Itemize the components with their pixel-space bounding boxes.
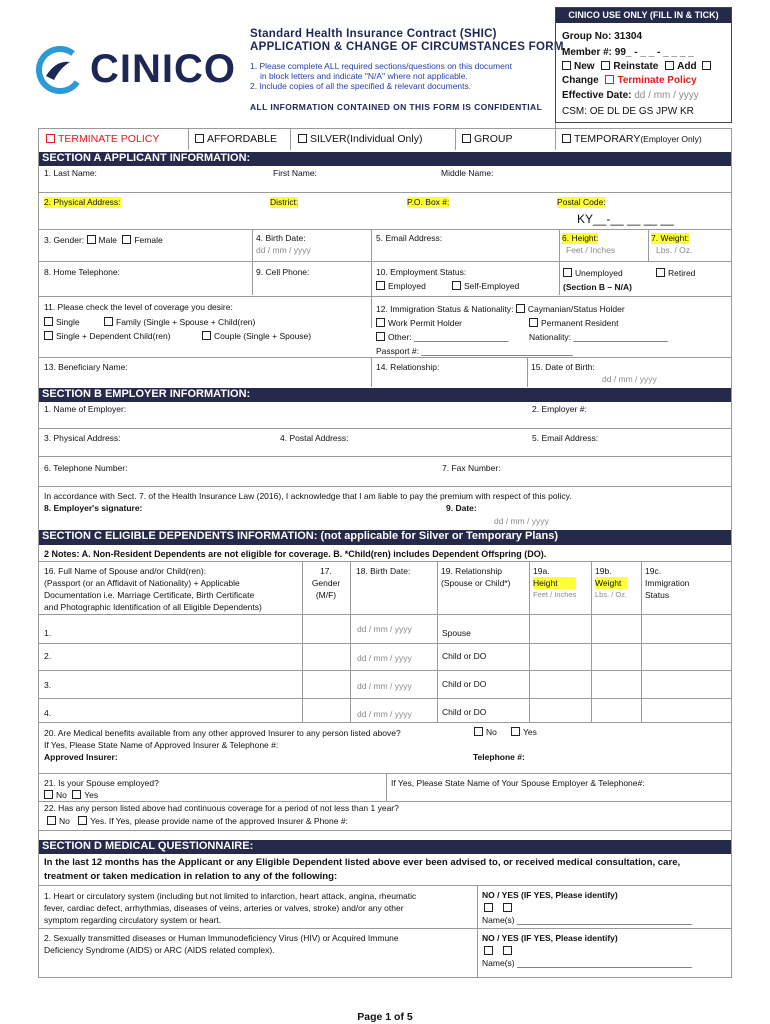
gender-field: 3. Gender: Male Female <box>44 235 163 245</box>
terminate-policy-option[interactable]: TERMINATE POLICY <box>46 133 159 146</box>
single-dependent-option[interactable]: Single + Dependent Child(ren) <box>44 331 171 342</box>
q2-checkboxes <box>484 946 515 957</box>
effective-date[interactable]: Effective Date: dd / mm / yyyy <box>562 90 699 101</box>
employer-declaration: In accordance with Sect. 7. of the Health Insurance Law (2016), I acknowledge that I am liable to pay the premium with respect of this policy. <box>44 491 572 501</box>
last-name-field[interactable]: 1. Last Name: <box>44 168 97 178</box>
employer-email-field[interactable]: 5. Email Address: <box>532 433 599 443</box>
employer-date-label: 9. Date: <box>446 503 477 513</box>
unemployed-option[interactable]: Unemployed <box>563 268 623 279</box>
page-number: Page 1 of 5 <box>357 1011 413 1023</box>
medical-question-2: 2. Sexually transmitted diseases or Human Immunodeficiency Virus (HIV) or Acquired Immune Deficiency Syndrome (AIDS) or ARC (AIDS related complex). <box>44 933 399 955</box>
postal-code-field[interactable]: Postal Code: <box>557 197 606 207</box>
section-b-header: SECTION B EMPLOYER INFORMATION: <box>38 388 732 402</box>
cinico-logo-icon <box>36 46 84 94</box>
birth-date-label: 4. Birth Date: <box>256 233 306 243</box>
q2-yes-checkbox[interactable] <box>503 946 512 955</box>
dependent-row-4-relationship: Child or DO <box>442 707 487 717</box>
reinstate-checkbox[interactable] <box>601 61 610 70</box>
cinico-use-only-title: CINICO USE ONLY (FILL IN & TICK) <box>556 8 731 23</box>
section-c-header: SECTION C ELIGIBLE DEPENDENTS INFORMATION: (not applicable for Silver or Temporary Plans) <box>38 530 732 545</box>
beneficiary-dob-input[interactable]: dd / mm / yyyy <box>602 374 657 384</box>
q1-yes-checkbox[interactable] <box>503 903 512 912</box>
instruction-2: 2. Include copies of all the specified & relevant documents. <box>250 81 472 91</box>
q21-text: 21. Is your Spouse employed? <box>44 778 159 788</box>
q21-yes-checkbox[interactable] <box>72 790 81 799</box>
male-checkbox[interactable] <box>87 235 96 244</box>
coverage-question: 11. Please check the level of coverage you desire: <box>44 302 233 312</box>
employed-option[interactable]: Employed <box>376 281 426 292</box>
q20-followup: If Yes, Please State Name of Approved Insurer & Telephone #: <box>44 740 279 750</box>
dependent-row-2-date[interactable]: dd / mm / yyyy <box>357 653 412 663</box>
q20-yes-option[interactable]: Yes <box>511 727 537 738</box>
relationship-field[interactable]: 14. Relationship: <box>376 362 440 372</box>
cinico-logo-text: CINICO <box>90 47 236 91</box>
q1-no-checkbox[interactable] <box>484 903 493 912</box>
employment-status-label: 10. Employment Status: <box>376 267 467 277</box>
q1-noyes-label: NO / YES (IF YES, Please identify) <box>482 890 618 900</box>
weight-header: 19b. Weight Lbs. / Oz. <box>595 566 628 599</box>
dependent-row-1-date[interactable]: dd / mm / yyyy <box>357 624 412 634</box>
change-row: Change Terminate Policy <box>562 75 697 86</box>
single-option[interactable]: Single <box>44 317 80 328</box>
terminate-policy-checkbox[interactable] <box>605 75 614 84</box>
confidential-notice: ALL INFORMATION CONTAINED ON THIS FORM IS CONFIDENTIAL <box>250 102 543 112</box>
q21-no-checkbox[interactable] <box>44 790 53 799</box>
q20-text: 20. Are Medical benefits available from any other approved Insurer to any person listed above? <box>44 728 401 738</box>
dependent-row-2-number[interactable]: 2. <box>44 651 52 661</box>
permanent-resident-option[interactable]: Permanent Resident <box>529 318 619 329</box>
change-checkbox[interactable] <box>702 61 711 70</box>
work-permit-option[interactable]: Work Permit Holder <box>376 318 462 329</box>
form-subtitle: APPLICATION & CHANGE OF CIRCUMSTANCES FORM <box>250 41 564 53</box>
affordable-option[interactable]: AFFORDABLE <box>195 133 277 146</box>
employer-fax-field[interactable]: 7. Fax Number: <box>442 463 501 473</box>
section-a-header: SECTION A APPLICANT INFORMATION: <box>38 152 732 166</box>
csm-codes: CSM: OE DL DE GS JPW KR <box>562 106 694 117</box>
temporary-option[interactable]: TEMPORARY(Employer Only) <box>562 133 702 146</box>
weight-input[interactable]: Lbs. / Oz. <box>656 245 693 255</box>
female-checkbox[interactable] <box>122 235 131 244</box>
physical-address-field[interactable]: 2. Physical Address: <box>44 197 121 207</box>
postal-code-template: KY__-__ __ __ __ <box>577 212 674 226</box>
q1-names-field[interactable]: Name(s) _____________________________________ <box>482 915 692 925</box>
passport-field[interactable]: Passport #: ________________________________ <box>376 346 573 356</box>
district-field[interactable]: District: <box>270 197 299 207</box>
self-employed-option[interactable]: Self-Employed <box>452 281 519 292</box>
employer-postal-field[interactable]: 4. Postal Address: <box>280 433 349 443</box>
dependents-name-header: 16. Full Name of Spouse and/or Child(ren): (Passport (or an Affidavit of Nationality) + Applicable Documentation i.e. Marriage Certificate, Birth Certificate and Photographic Identification of all Eligible Dependents) <box>44 566 262 612</box>
q22-options: No Yes. If Yes, please provide name of the approved Insurer & Phone #: <box>47 816 348 827</box>
other-status-option[interactable]: Other: ____________________ <box>376 332 509 343</box>
q1-checkboxes <box>484 903 515 914</box>
q2-names-field[interactable]: Name(s) _____________________________________ <box>482 958 692 968</box>
weight-label: 7. Weight: <box>651 233 690 243</box>
dependent-row-3-relationship: Child or DO <box>442 679 487 689</box>
beneficiary-dob-label: 15. Date of Birth: <box>531 362 595 372</box>
employer-name-field[interactable]: 1. Name of Employer: <box>44 404 127 414</box>
silver-option[interactable]: SILVER(Individual Only) <box>298 133 422 146</box>
height-header: 19a. Height Feet / Inches <box>533 566 577 599</box>
home-telephone-field[interactable]: 8. Home Telephone: <box>44 267 120 277</box>
status-checkboxes: New Reinstate Add <box>562 60 714 73</box>
nationality-field[interactable]: Nationality: ____________________ <box>529 332 668 342</box>
q20-no-option[interactable]: No <box>474 727 497 738</box>
section-c-notes: 2 Notes: A. Non-Resident Dependents are not eligible for coverage. B. *Child(ren) includes Dependent Offspring (DO). <box>44 549 547 559</box>
retired-option[interactable]: Retired <box>656 268 695 279</box>
family-option[interactable]: Family (Single + Spouse + Child(ren) <box>104 317 255 328</box>
dependent-row-3-date[interactable]: dd / mm / yyyy <box>357 681 412 691</box>
caymanian-checkbox[interactable] <box>516 304 525 313</box>
gender-header: 17. Gender (M/F) <box>311 566 341 600</box>
employer-address-field[interactable]: 3. Physical Address: <box>44 433 121 443</box>
employer-date-input[interactable]: dd / mm / yyyy <box>494 516 549 526</box>
immigration-header: 19c. Immigration Status <box>645 566 690 600</box>
section-d-header: SECTION D MEDICAL QUESTIONNAIRE: <box>38 840 732 854</box>
form-title: Standard Health Insurance Contract (SHIC) <box>250 28 497 40</box>
couple-option[interactable]: Couple (Single + Spouse) <box>202 331 311 342</box>
group-option[interactable]: GROUP <box>462 133 513 146</box>
q21-followup[interactable]: If Yes, Please State Name of Your Spouse Employer & Telephone#: <box>391 778 645 788</box>
q22-text: 22. Has any person listed above had continuous coverage for a period of not less than 1 year? <box>44 803 399 813</box>
section-b-na-note: (Section B – N/A) <box>563 282 632 292</box>
dependent-row-4-number[interactable]: 4. <box>44 708 52 718</box>
medical-intro: In the last 12 months has the Applicant or any Eligible Dependent listed above ever been advised to, or received medical consultation, care, treatment or taken medication in relation to any of the following: <box>44 857 681 882</box>
height-label: 6. Height: <box>562 233 599 243</box>
dependent-row-1-number[interactable]: 1. <box>44 628 52 638</box>
dependent-row-4-date[interactable]: dd / mm / yyyy <box>357 709 412 719</box>
q22-no-checkbox[interactable] <box>47 816 56 825</box>
employer-signature-field[interactable]: 8. Employer's signature: <box>44 503 143 513</box>
po-box-field[interactable]: P.O. Box #: <box>407 197 450 207</box>
q21-options: No Yes <box>44 790 98 801</box>
q22-yes-checkbox[interactable] <box>78 816 87 825</box>
new-checkbox[interactable] <box>562 61 571 70</box>
member-number: Member #: 99_ - _ _ - _ _ _ _ <box>562 47 694 58</box>
employer-telephone-field[interactable]: 6. Telephone Number: <box>44 463 128 473</box>
add-checkbox[interactable] <box>665 61 674 70</box>
q2-noyes-label: NO / YES (IF YES, Please identify) <box>482 933 618 943</box>
cell-phone-field[interactable]: 9. Cell Phone: <box>256 267 310 277</box>
birth-date-header: 18. Birth Date: <box>356 566 411 576</box>
relationship-header: 19. Relationship (Spouse or Child*) <box>441 566 511 588</box>
birth-date-input[interactable]: dd / mm / yyyy <box>256 245 311 255</box>
insurer-telephone-field[interactable]: Telephone #: <box>473 752 525 762</box>
height-input[interactable]: Feet / Inches <box>566 245 616 255</box>
instruction-1: 1. Please complete ALL required sections/questions on this document <box>250 61 512 71</box>
dependent-row-3-number[interactable]: 3. <box>44 680 52 690</box>
instruction-1b: in block letters and indicate "N/A" where not applicable. <box>260 71 468 81</box>
email-field[interactable]: 5. Email Address: <box>376 233 443 243</box>
beneficiary-field[interactable]: 13. Beneficiary Name: <box>44 362 128 372</box>
cinico-logo <box>36 44 236 96</box>
middle-name-field[interactable]: Middle Name: <box>441 168 494 178</box>
medical-question-1: 1. Heart or circulatory system (including but not limited to infarction, heart attack, angina, rheumatic fever, cardiac defect, arrhythmias, diseases of veins, arteries or valves, stroke) and/or any other symptom regarding circulatory system or heart. <box>44 891 417 925</box>
dependent-row-1-relationship: Spouse <box>442 628 471 638</box>
approved-insurer-field[interactable]: Approved Insurer: <box>44 752 118 762</box>
employer-number-field[interactable]: 2. Employer #: <box>532 404 587 414</box>
immigration-question: 12. Immigration Status & Nationality: Caymanian/Status Holder <box>376 304 625 314</box>
group-number: Group No: 31304 <box>562 31 643 42</box>
dependent-row-2-relationship: Child or DO <box>442 651 487 661</box>
first-name-field[interactable]: First Name: <box>273 168 317 178</box>
q2-no-checkbox[interactable] <box>484 946 493 955</box>
